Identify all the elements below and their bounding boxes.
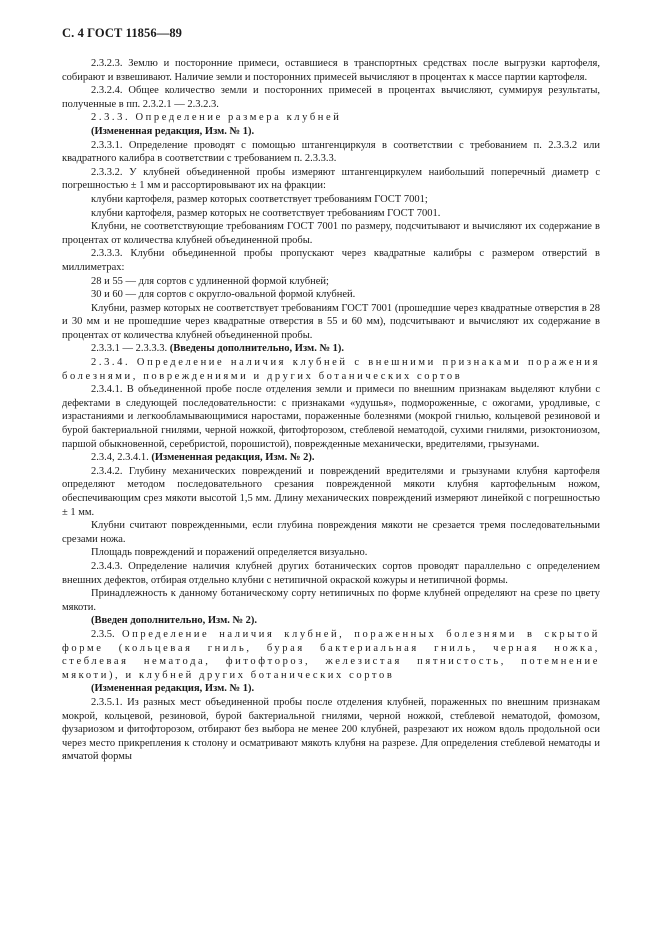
section-heading: 2.3.4. Определение наличия клубней с внешними признаками поражения болезнями, повреждениями и других ботанических сортов xyxy=(62,357,600,382)
paragraph: 2.3.4.2. Глубину механических повреждений и повреждений вредителями и грызунами клубня картофеля определяют методом последовательного срезания поврежденной мякоти клубня картофельным ножом, обеспечивающим срез мякоти высотой 1,5 мм. Длину механических повреждений измеряют линейкой с погрешностью ± 1 мм. xyxy=(62,465,600,518)
list-item: клубни картофеля, размер которых не соответствует требованиям ГОСТ 7001. xyxy=(91,207,441,219)
amendment-text: (Измененная редакция, Изм. № 2). xyxy=(151,452,315,464)
page-header: С. 4 ГОСТ 11856—89 xyxy=(62,26,183,40)
section-heading: 2.3.3. Определение размера клубней xyxy=(91,112,342,124)
list-item: клубни картофеля, размер которых соответствует требованиям ГОСТ 7001; xyxy=(91,193,428,205)
paragraph: Площадь повреждений и поражений определяется визуально. xyxy=(91,547,368,559)
amendment-note xyxy=(62,451,600,465)
paragraph: 2.3.5.1. Из разных мест объединенной пробы после отделения клубней, пораженных по внешним признакам мокрой, кольцевой, резиновой, бурой бактериальной гнилями, черной ножкой, стеблевой нематодой, фомозом, фузариозом и фитофторозом, отбирают без выбора не менее 200 клубней, разрезают их ножом вдоль продольной оси через место прикрепления к столону и осматривают мякоть клубня на разрезе. Для определения стеблевой нематоды и ямчатой формы xyxy=(62,696,600,763)
list-item: 28 и 55 — для сортов с удлиненной формой клубней; xyxy=(91,275,329,287)
amendment-ref: 2.3.3.1 — 2.3.3.3. xyxy=(91,343,168,355)
document-body xyxy=(62,57,600,764)
section-heading xyxy=(62,628,600,682)
paragraph: 2.3.4.1. В объединенной пробе после отделения земли и примеси по внешним признакам выделяют клубни с дефектами в следующей последовательности: с признаками «удушья», подмороженные, с ожогами, уродливые, с израстаниями и легкообламывающимися наростами, пораженные болезнями (мокрой гнилью, кольцевой резиновой и бурой бактериальной гнилями, черной ножкой, фитофторозом, стеблевой нематодой, сухими гнилями, ризоктониозом, паршой обыкновенной, серебристой, порошистой), поврежденные механически, вредителями, грызунами. xyxy=(62,384,600,450)
amendment-text: (Измененная редакция, Изм. № 1). xyxy=(91,683,255,695)
paragraph: Принадлежность к данному ботаническому сорту нетипичных по форме клубней определяют на срезе по цвету мякоти. xyxy=(62,588,600,613)
amendment-ref: 2.3.4, 2.3.4.1. xyxy=(91,452,149,464)
section-title: Определение наличия клубней, пораженных болезнями в скрытой форме (кольцевая гниль, бурая бактериальная гниль, черная ножка, стеблевая нематода, фитофтороз, железистая пятнистость, потемнение мякоти), и клубней других ботанических сортов xyxy=(62,628,600,681)
paragraph: Клубни, размер которых не соответствует требованиям ГОСТ 7001 (прошедшие через квадратные отверстия в 28 и 30 мм и не прошедшие через квадратные отверстия в 55 и 60 мм), подсчитывают и вычисляют их содержание в процентах от количества клубней объединенной пробы. xyxy=(62,302,600,341)
paragraph: 2.3.2.3. Землю и посторонние примеси, оставшиеся в транспортных средствах после выгрузки картофеля, собирают и взвешивают. Наличие земли и посторонних примесей вычисляют в процентах к массе партии картофеля. xyxy=(62,58,600,83)
paragraph: 2.3.2.4. Общее количество земли и посторонних примесей в процентах вычисляют, суммируя результаты, полученные в пп. 2.3.2.1 — 2.3.2.3. xyxy=(62,85,600,110)
amendment-text: (Введен дополнительно, Изм. № 2). xyxy=(91,615,258,627)
amendment-note xyxy=(62,614,600,628)
amendment-note xyxy=(62,125,600,139)
amendment-note xyxy=(62,682,600,696)
paragraph: 2.3.3.2. У клубней объединенной пробы измеряют штангенциркулем наибольший поперечный диаметр с погрешностью ± 1 мм и рассортировывают их на фракции: xyxy=(62,166,600,192)
paragraph: 2.3.3.3. Клубни объединенной пробы пропускают через квадратные калибры с размером отверстий в миллиметрах: xyxy=(62,248,600,273)
paragraph: Клубни, не соответствующие требованиям ГОСТ 7001 по размеру, подсчитывают и вычисляют их содержание в процентах от количества клубней объединенной пробы. xyxy=(62,221,600,246)
list-item: 30 и 60 — для сортов с округло-овальной формой клубней. xyxy=(91,289,356,301)
amendment-note xyxy=(62,342,600,356)
amendment-text: (Измененная редакция, Изм. № 1). xyxy=(91,125,255,137)
section-number: 2.3.5. xyxy=(91,628,115,640)
paragraph: Клубни считают поврежденными, если глубина повреждения мякоти не срезается тремя последовательными срезами ножа. xyxy=(62,520,600,545)
paragraph: 2.3.3.1. Определение проводят с помощью штангенциркуля в соответствии с требованием п. 2.3.3.2 или квадратного калибра в соответствии с требованием п. 2.3.3.3. xyxy=(62,139,600,165)
paragraph: 2.3.4.3. Определение наличия клубней других ботанических сортов проводят параллельно с определением внешних дефектов, отбирая отдельно клубни с нетипичной окраской кожуры и нетипичной формы. xyxy=(62,560,600,586)
amendment-text: (Введены дополнительно, Изм. № 1). xyxy=(169,343,344,355)
